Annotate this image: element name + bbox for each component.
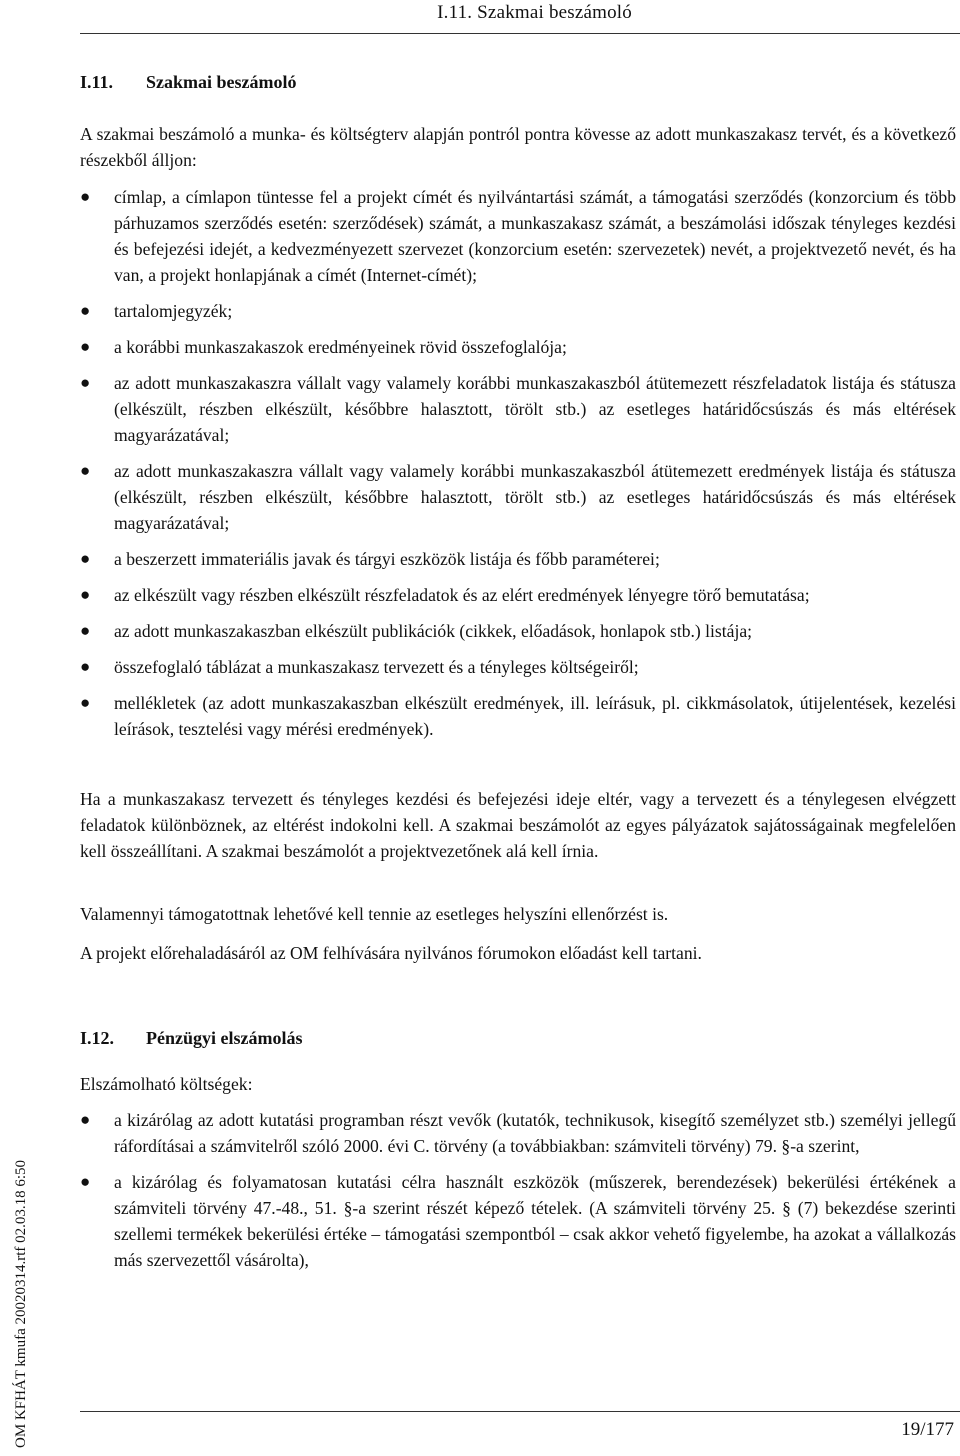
paragraph: Ha a munkaszakasz tervezett és tényleges kezdési és befejezési ideje eltér, vagy a tervezett és a ténylegesen elvégzett feladatok különböznek, az eltérést indokolni kell. A szakmai beszámolót az egyes pályázatok sajátosságainak megfelelően kell összeállítani. A szakmai beszámolót a projektvezetőnek alá kell írnia.	[80, 789, 956, 861]
bullet-icon: ●	[80, 1172, 91, 1191]
bullet-icon: ●	[80, 621, 91, 640]
paragraph: A projekt előrehaladásáról az OM felhívására nyilvános fórumokon előadást kell tartani.	[80, 943, 702, 963]
bullet-icon: ●	[80, 337, 91, 356]
section-11-list	[80, 184, 956, 742]
list-item: ● az adott munkaszakaszra vállalt vagy valamely korábbi munkaszakaszból átütemezett eredmények listája és státusza (elkészült, részben elkészült, későbbre halasztott, törölt stb.) az esetleges határidőcsúszás és más eltérések magyarázatával;	[80, 458, 956, 536]
footer-divider	[80, 1411, 960, 1412]
paragraph: Valamennyi támogatottnak lehetővé kell tennie az esetleges helyszíni ellenőrzést is.	[80, 904, 669, 924]
section-heading-12	[80, 1028, 302, 1049]
list-item: ● a kizárólag és folyamatosan kutatási célra használt eszközök (műszerek, berendezések) bekerülési értékének a számviteli törvény 47.-48., 51. §-a szerint részét képező tételek. (A számviteli törvény 25. § (7) bekezdése szerinti szellemi termékek bekerülési értéke – támogatási szempontból – csak akkor vehető figyelembe, ha azokat a vállalkozás más szervezettől vásárolta),	[80, 1169, 956, 1273]
file-reference: OM KFHÁT kmufa 20020314.rtf 02.03.18 6:50	[13, 1159, 29, 1448]
section-title: Pénzügyi elszámolás	[146, 1028, 303, 1048]
list-item: ● mellékletek (az adott munkaszakaszban elkészült eredmények, ill. leírásuk, pl. cikkmásolatok, útijelentések, kezelési leírások, tesztelési vagy mérési eredmények).	[80, 690, 956, 742]
section-title: Szakmai beszámoló	[146, 72, 297, 92]
list-item: ● tartalomjegyzék;	[80, 298, 956, 324]
page-number: 19/177	[901, 1419, 954, 1440]
section-11-intro: A szakmai beszámoló a munka- és költségterv alapján pontról pontra kövesse az adott munkaszakasz tervét, és a következő részekből álljon:	[80, 124, 956, 170]
list-item: ● az elkészült vagy részben elkészült részfeladatok és az elért eredmények lényegre törő bemutatása;	[80, 582, 956, 608]
list-item: ● címlap, a címlapon tüntesse fel a projekt címét és nyilvántartási számát, a támogatási szerződés (konzorcium és több párhuzamos szerződés esetén: szerződések) számát, a munkaszakasz számát, a beszámolási időszak tényleges kezdési és befejezési idejét, a kedvezményezett szervezet (konzorcium esetén: szervezetek) nevét, a projektvezető nevét, és ha van, a projekt honlapjának a címét (Internet-címét);	[80, 184, 956, 288]
list-item: ● a kizárólag az adott kutatási programban részt vevők (kutatók, technikusok, kisegítő személyzet stb.) személyi jellegű ráfordításai a számvitelről szóló 2000. évi C. törvény (a továbbiakban: számviteli törvény) 79. §-a szerint,	[80, 1107, 956, 1159]
list-item: ● a beszerzett immateriális javak és tárgyi eszközök listája és főbb paraméterei;	[80, 546, 956, 572]
list-item: ● összefoglaló táblázat a munkaszakasz tervezett és a tényleges költségeiről;	[80, 654, 956, 680]
bullet-icon: ●	[80, 461, 91, 480]
section-number: I.11.	[80, 72, 114, 92]
list-item: ● az adott munkaszakaszban elkészült publikációk (cikkek, előadások, honlapok stb.) listája;	[80, 618, 956, 644]
section-12-intro: Elszámolható költségek:	[80, 1074, 253, 1094]
bullet-icon: ●	[80, 549, 91, 568]
bullet-icon: ●	[80, 373, 91, 392]
bullet-icon: ●	[80, 1110, 91, 1129]
list-item: ● az adott munkaszakaszra vállalt vagy valamely korábbi munkaszakaszból átütemezett részfeladatok listája és státusza (elkészült, részben elkészült, későbbre halasztott, törölt stb.) az esetleges határidőcsúszás és más eltérések magyarázatával;	[80, 370, 956, 448]
header-divider	[80, 33, 960, 34]
list-item: ● a korábbi munkaszakaszok eredményeinek rövid összefoglalója;	[80, 334, 956, 360]
bullet-icon: ●	[80, 301, 91, 320]
bullet-icon: ●	[80, 693, 91, 712]
running-header: I.11. Szakmai beszámoló	[437, 2, 632, 23]
bullet-icon: ●	[80, 187, 91, 206]
bullet-icon: ●	[80, 585, 91, 604]
section-heading-11	[80, 72, 297, 93]
section-12-list	[80, 1107, 956, 1273]
section-number: I.12.	[80, 1028, 115, 1048]
bullet-icon: ●	[80, 657, 91, 676]
